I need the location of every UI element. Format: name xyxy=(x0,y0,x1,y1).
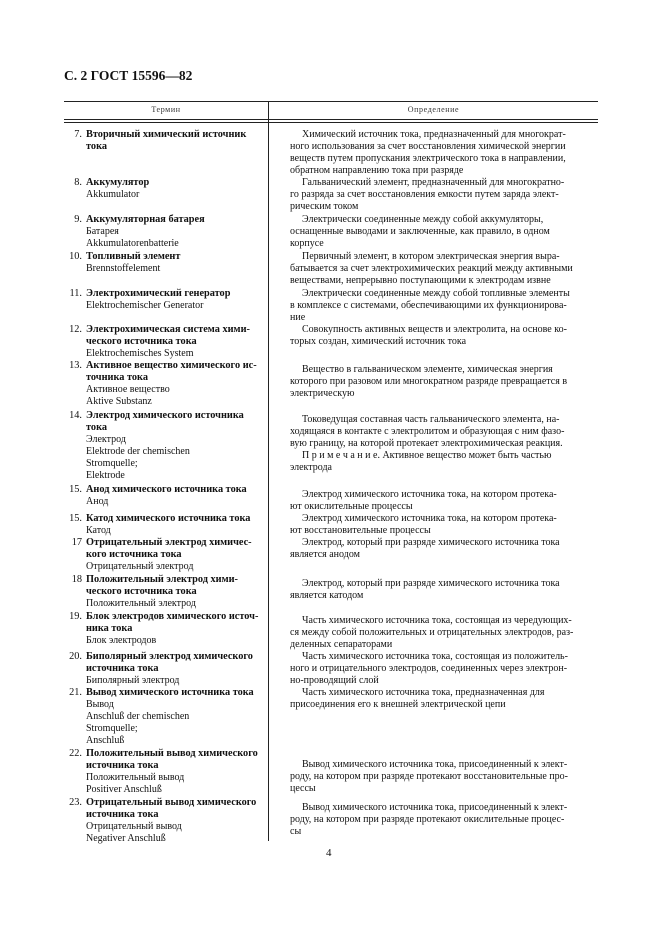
definition-line: Электрически соединенные между собой топливные элементы xyxy=(302,288,570,299)
definition-line: но-проводящий слой xyxy=(290,675,379,686)
term-title-text: Положительный вывод химического xyxy=(86,748,258,759)
term-title-text: тока xyxy=(86,422,107,433)
term-synonym: Positiver Anschluß xyxy=(86,784,162,795)
definition-line: Вывод химического источника тока, присоединенный к элект- xyxy=(302,759,568,770)
definition-line: присоединения его к внешней электрической цепи xyxy=(290,699,506,710)
definition-line: рическим током xyxy=(290,201,359,212)
term-title-line xyxy=(69,360,266,372)
term-entry xyxy=(64,797,266,845)
table-row xyxy=(64,177,598,214)
term-title-text: Биполярный электрод химического xyxy=(86,651,253,662)
header-double-rule-bottom xyxy=(64,122,598,123)
term-synonym: Anschluß der chemischen xyxy=(86,711,190,722)
term-number: 22. xyxy=(69,748,82,759)
definition-line: оснащенные выводами и заключенные, как правило, в одном xyxy=(290,226,550,237)
term-synonym: Катод xyxy=(86,525,111,536)
term-title-line xyxy=(86,336,266,348)
table-row xyxy=(64,513,598,537)
term-title-line xyxy=(86,623,266,635)
term-number: 10. xyxy=(69,251,82,262)
term-title-line xyxy=(86,663,266,675)
term-title-line xyxy=(69,251,266,263)
definition-line: веществами, непрерывно поступающими к электродам извне xyxy=(290,275,551,286)
definition-line: Вывод химического источника тока, присоединенный к элект- xyxy=(302,802,568,813)
term-synonym: Вывод xyxy=(86,699,114,710)
definition-line: ного использования за счет восстановления химической энергии xyxy=(290,141,566,152)
term-entry xyxy=(64,484,266,508)
term-synonym: Elektrode der chemischen xyxy=(86,446,190,457)
table-row xyxy=(64,251,598,288)
term-title-line xyxy=(86,372,266,384)
term-title-text: Анод химического источника тока xyxy=(86,484,247,495)
term-title-text: Электрод химического источника xyxy=(86,410,244,421)
definition-entry xyxy=(290,513,612,537)
definition-line: является анодом xyxy=(290,549,360,560)
term-synonym: Anschluß xyxy=(86,735,125,746)
term-title-line xyxy=(74,129,266,153)
term-synonym: Батарея xyxy=(86,226,119,237)
definition-entry xyxy=(290,410,612,474)
term-title-line xyxy=(69,748,266,760)
table-row xyxy=(64,611,598,651)
term-title-line xyxy=(69,687,266,699)
definition-line: роду, на котором при разряде протекают восстановительные про- xyxy=(290,771,568,782)
definition-entry xyxy=(290,360,612,400)
definition-line: роду, на котором при разряде протекают окислительные процес- xyxy=(290,814,565,825)
header-terms: Термин xyxy=(151,105,181,114)
table-row xyxy=(64,129,598,177)
definition-line: сы xyxy=(290,826,302,837)
term-synonym: Akkumulator xyxy=(86,189,140,200)
term-title-text: ника тока xyxy=(86,623,133,634)
page-title: С. 2 ГОСТ 15596—82 xyxy=(64,68,193,83)
definition-line: электрода xyxy=(290,462,332,473)
term-number: 13. xyxy=(69,360,82,371)
term-number: 19. xyxy=(69,611,82,622)
definition-line: ние xyxy=(290,312,306,323)
term-synonym: Akkumulatorenbatterie xyxy=(86,238,179,249)
definition-line: ного и отрицательного электродов, соединенных через электрон- xyxy=(290,663,568,674)
definition-entry xyxy=(290,748,612,795)
term-entry xyxy=(64,360,266,408)
definition-line: Часть химического источника тока, состоящая из положитель- xyxy=(302,651,568,662)
definition-line: Совокупность активных веществ и электролита, на основе ко- xyxy=(302,324,567,335)
definition-line: ют окислительные процессы xyxy=(290,501,413,512)
table-row xyxy=(64,484,598,513)
term-title-text: Аккумуляторная батарея xyxy=(86,214,205,225)
table-top-rule xyxy=(64,101,598,102)
term-synonym: Elektrode xyxy=(86,470,125,481)
term-title-text: Положительный электрод хими- xyxy=(86,574,238,585)
term-title-line xyxy=(71,574,266,586)
definition-line: батывается за счет электрохимических реакций между активными xyxy=(290,263,573,274)
term-title-text: ческого источника тока xyxy=(86,586,197,597)
table-row xyxy=(64,797,598,847)
term-number: 8. xyxy=(74,177,82,188)
term-title-text: источника тока xyxy=(86,809,159,820)
term-title-text: Вторичный химический источник тока xyxy=(86,129,247,152)
definition-entry xyxy=(290,797,612,838)
definition-line: Первичный элемент, в котором электрическая энергия выра- xyxy=(302,251,560,262)
definition-line: корпусе xyxy=(290,238,324,249)
table-row xyxy=(64,410,598,484)
definition-line: веществ путем пропускания электрического тока в направлении, xyxy=(290,153,566,164)
term-entry xyxy=(64,611,266,647)
term-title-text: Катод химического источника тока xyxy=(86,513,251,524)
term-title-line xyxy=(86,422,266,434)
definition-line: Гальванический элемент, предназначенный для многократно- xyxy=(302,177,565,188)
term-title-line xyxy=(69,513,266,525)
term-title-line xyxy=(86,586,266,598)
term-synonym: Negativer Anschluß xyxy=(86,833,166,844)
term-number: 23. xyxy=(69,797,82,808)
definition-line: Часть химического источника тока, состоящая из чередующих- xyxy=(302,615,572,626)
term-title-text: Блок электродов химического источ- xyxy=(86,611,259,622)
table-row xyxy=(64,324,598,360)
definition-line: ся между собой положительных и отрицательных электродов, раз- xyxy=(290,627,574,638)
header-double-rule-top xyxy=(64,119,598,120)
term-synonym: Stromquelle; xyxy=(86,723,138,734)
term-title-line xyxy=(69,797,266,809)
term-title-text: Аккумулятор xyxy=(86,177,150,188)
term-entry xyxy=(64,513,266,537)
term-synonym: Блок электродов xyxy=(86,635,157,646)
term-synonym: Активное вещество xyxy=(86,384,170,395)
term-number: 15. xyxy=(69,513,82,524)
term-title-line xyxy=(69,651,266,663)
definition-line: Электрод, который при разряде химического источника тока xyxy=(302,537,560,548)
definition-line: П р и м е ч а н и е. Активное вещество может быть частью xyxy=(302,450,552,461)
table-row xyxy=(64,574,598,611)
definition-line: Вещество в гальваническом элементе, химическая энергия xyxy=(302,364,553,375)
term-title-text: источника тока xyxy=(86,663,159,674)
term-title-text: кого источника тока xyxy=(86,549,182,560)
table-row xyxy=(64,537,598,574)
term-title-line xyxy=(69,288,266,300)
term-synonym: Положительный электрод xyxy=(86,598,196,609)
definition-line: вую границу, на которой протекает электрохимическая реакция. xyxy=(290,438,563,449)
table-row xyxy=(64,748,598,797)
definition-line: Электрод химического источника тока, на котором протека- xyxy=(302,513,557,524)
definition-line: Электрод, который при разряде химического источника тока xyxy=(302,578,560,589)
definition-line: является катодом xyxy=(290,590,364,601)
term-title-line xyxy=(71,537,266,549)
definition-line: деленных сепараторами xyxy=(290,639,393,650)
term-entry xyxy=(64,288,266,312)
term-entry xyxy=(64,324,266,360)
term-title-text: Топливный элемент xyxy=(86,251,181,262)
term-entry xyxy=(64,251,266,275)
term-title-line xyxy=(69,324,266,336)
term-title-line xyxy=(86,760,266,772)
definition-line: обратном направлению тока при разряде xyxy=(290,165,464,176)
definition-entry xyxy=(290,651,612,687)
definition-entry xyxy=(290,574,612,602)
term-synonym: Электрод xyxy=(86,434,126,445)
table-row xyxy=(64,214,598,251)
term-title-line xyxy=(86,809,266,821)
definition-line: ют восстановительные процессы xyxy=(290,525,431,536)
term-number: 17 xyxy=(71,537,82,548)
term-number: 20. xyxy=(69,651,82,662)
table-row xyxy=(64,651,598,687)
definition-line: торых создан, химический источник тока xyxy=(290,336,467,347)
term-number: 7. xyxy=(74,129,82,140)
term-synonym: Положительный вывод xyxy=(86,772,185,783)
term-title-text: источника тока xyxy=(86,760,159,771)
term-title-line xyxy=(69,484,266,496)
term-number: 18 xyxy=(71,574,82,585)
definition-entry xyxy=(290,251,612,287)
term-number: 21. xyxy=(69,687,82,698)
table-row xyxy=(64,360,598,410)
table-row xyxy=(64,288,598,324)
term-title-line xyxy=(74,177,266,189)
term-number: 15. xyxy=(69,484,82,495)
term-synonym: Brennstoffelement xyxy=(86,263,161,274)
terms-table-body xyxy=(64,129,598,847)
definition-line: в комплексе с системами, обеспечивающими их функционирова- xyxy=(290,300,567,311)
term-entry xyxy=(64,651,266,687)
term-synonym: Stromquelle; xyxy=(86,458,138,469)
term-synonym: Анод xyxy=(86,496,109,507)
term-entry xyxy=(64,537,266,573)
definition-entry xyxy=(290,288,612,324)
definition-line: ходящаяся в контакте с электролитом и образующая с ним фазо- xyxy=(290,426,565,437)
term-synonym: Биполярный электрод xyxy=(86,675,180,686)
term-entry xyxy=(64,748,266,796)
header-definition: Определение xyxy=(407,105,460,114)
term-title-text: Отрицательный вывод химического xyxy=(86,797,257,808)
definition-line: которого при разовом или многократном разряде превращается в xyxy=(290,376,568,387)
definition-line: Электрически соединенные между собой аккумуляторы, xyxy=(302,214,544,225)
definition-line: го разряда за счет восстановления емкости путем заряда элект- xyxy=(290,189,559,200)
definition-entry xyxy=(290,214,612,250)
term-synonym: Elektrochemisches System xyxy=(86,348,194,359)
term-number: 14. xyxy=(69,410,82,421)
term-number: 12. xyxy=(69,324,82,335)
term-title-line xyxy=(74,214,266,226)
term-title-line xyxy=(69,410,266,422)
definition-entry xyxy=(290,611,612,651)
term-title-text: Электрохимическая система хими- xyxy=(86,324,250,335)
term-title-text: Отрицательный электрод химичес- xyxy=(86,537,252,548)
term-title-text: точника тока xyxy=(86,372,148,383)
term-entry xyxy=(64,177,266,201)
term-title-line xyxy=(86,549,266,561)
term-entry xyxy=(64,410,266,482)
page-number: 4 xyxy=(326,847,332,859)
definition-entry xyxy=(290,324,612,348)
term-entry xyxy=(64,129,266,153)
term-number: 11. xyxy=(69,288,82,299)
term-title-text: ческого источника тока xyxy=(86,336,197,347)
definition-entry xyxy=(290,177,612,213)
term-synonym: Отрицательный вывод xyxy=(86,821,182,832)
term-synonym: Elektrochemischer Generator xyxy=(86,300,204,311)
term-title-text: Активное вещество химического ис- xyxy=(86,360,257,371)
table-row xyxy=(64,687,598,748)
term-title-text: Электрохимический генератор xyxy=(86,288,231,299)
definition-entry xyxy=(290,687,612,711)
term-title-text: Вывод химического источника тока xyxy=(86,687,254,698)
term-entry xyxy=(64,687,266,747)
definition-line: Токоведущая составная часть гальванического элемента, на- xyxy=(302,414,560,425)
definition-entry xyxy=(290,537,612,561)
term-number: 9. xyxy=(74,214,82,225)
definition-line: электрическую xyxy=(290,388,355,399)
term-entry xyxy=(64,214,266,250)
definition-line: цессы xyxy=(290,783,316,794)
term-title-line xyxy=(69,611,266,623)
term-synonym: Отрицательный электрод xyxy=(86,561,194,572)
definition-entry xyxy=(290,129,612,177)
term-synonym: Aktive Substanz xyxy=(86,396,152,407)
definition-line: Химический источник тока, предназначенный для многократ- xyxy=(302,129,566,140)
term-entry xyxy=(64,574,266,610)
definition-line: Электрод химического источника тока, на котором протека- xyxy=(302,489,557,500)
definition-line: Часть химического источника тока, предназначенная для xyxy=(302,687,545,698)
definition-entry xyxy=(290,484,612,513)
